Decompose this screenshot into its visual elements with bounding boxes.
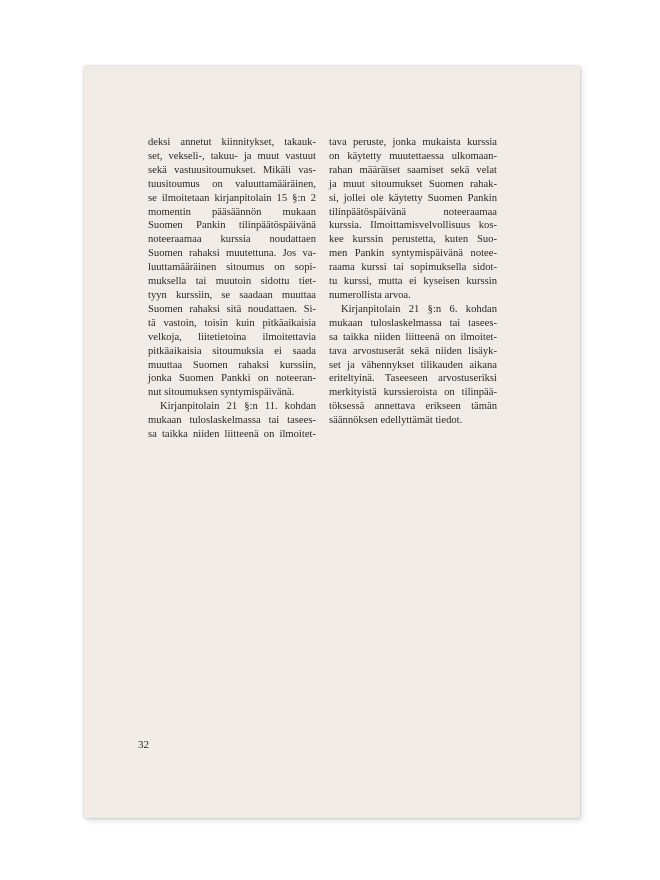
text-line: kurssia. Ilmoittamisvelvollisuus kos-: [329, 220, 497, 232]
text-line: mukaan tuloslaskelmassa tai tasees-: [329, 317, 497, 329]
text-line: ja muut sitoumukset Suomen rahak-: [329, 178, 497, 190]
text-line: nut sitoumuksen syntymispäivänä.: [148, 387, 295, 399]
text-line: si, jollei ole käytetty Suomen Pankin: [329, 192, 497, 204]
text-line: töksessä annettava erikseen tämän: [329, 401, 497, 413]
text-line: velkoja, liitetietoina ilmoitettavia: [148, 331, 316, 343]
right-text-column: [329, 136, 497, 428]
text-line: tuusitoumus on valuuttamääräinen,: [148, 178, 316, 190]
text-line: Suomen Pankin tilinpäätöspäivänä: [148, 220, 316, 232]
text-line: raama kurssi tai sopimuksella sidot-: [329, 262, 497, 274]
text-line: jonka Suomen Pankki on noteeran-: [148, 373, 316, 385]
text-line: muksella tai muutoin sidottu tiet-: [148, 276, 316, 288]
text-line: muuttaa Suomen rahaksi kurssiin,: [148, 359, 316, 371]
text-line: mukaan tuloslaskelmassa tai tasees-: [148, 415, 316, 427]
text-line: Kirjanpitolain 21 §:n 11. kohdan: [160, 401, 316, 413]
text-line: set, vekseli-, takuu- ja muut vastuut: [148, 150, 316, 162]
text-line: sa taikka niiden liitteenä on ilmoitet-: [148, 429, 316, 441]
text-line: Suomen rahaksi sitä noudattaen. Si-: [148, 303, 316, 315]
text-line: noteeraamaa kurssia noudattaen: [148, 234, 316, 246]
text-line: numerollista arvoa.: [329, 289, 411, 301]
text-line: kee kurssin perustetta, kuten Suo-: [329, 234, 497, 246]
text-line: tu kurssi, mutta ei kyseisen kurssin: [329, 276, 497, 288]
text-line: Suomen rahaksi muutettuna. Jos va-: [148, 248, 316, 260]
left-text-column: [148, 136, 316, 442]
text-line: merkityistä kurssieroista on tilinpää-: [329, 387, 497, 399]
text-line: eriteltyinä. Taseeseen arvostuseriksi: [329, 373, 497, 385]
text-line: Kirjanpitolain 21 §:n 6. kohdan: [341, 303, 497, 315]
text-line: rahan määräiset saamiset sekä velat: [329, 164, 497, 176]
text-line: tyyn kurssiin, se saadaan muuttaa: [148, 289, 316, 301]
text-line: sekä vastuusitoumukset. Mikäli vas-: [148, 164, 316, 176]
page-number: 32: [138, 739, 149, 751]
text-line: tilinpäätöspäivänä noteeraamaa: [329, 206, 497, 218]
text-line: sa taikka niiden liitteenä on ilmoitet-: [329, 331, 497, 343]
text-line: men Pankin syntymispäivänä notee-: [329, 248, 497, 260]
text-line: säännöksen edellyttämät tiedot.: [329, 415, 463, 427]
text-line: pitkäaikaisia sitoumuksia ei saada: [148, 345, 316, 357]
text-line: se ilmoitetaan kirjanpitolain 15 §:n 2: [148, 192, 316, 204]
text-line: on käytetty muutettaessa ulkomaan-: [329, 150, 497, 162]
text-line: set ja vähennykset tilikauden aikana: [329, 359, 497, 371]
text-line: tava peruste, jonka mukaista kurssia: [329, 137, 497, 148]
text-line: tava arvostuserät sekä niiden lisäyk-: [329, 345, 497, 357]
text-line: momentin pääsäännön mukaan: [148, 206, 316, 218]
text-line: tä vastoin, toisin kuin pitkäaikaisia: [148, 317, 316, 329]
text-line: luuttamääräinen sitoumus on sopi-: [148, 262, 316, 274]
text-line: deksi annetut kiinnitykset, takauk-: [148, 137, 316, 148]
document-page: [84, 66, 580, 818]
